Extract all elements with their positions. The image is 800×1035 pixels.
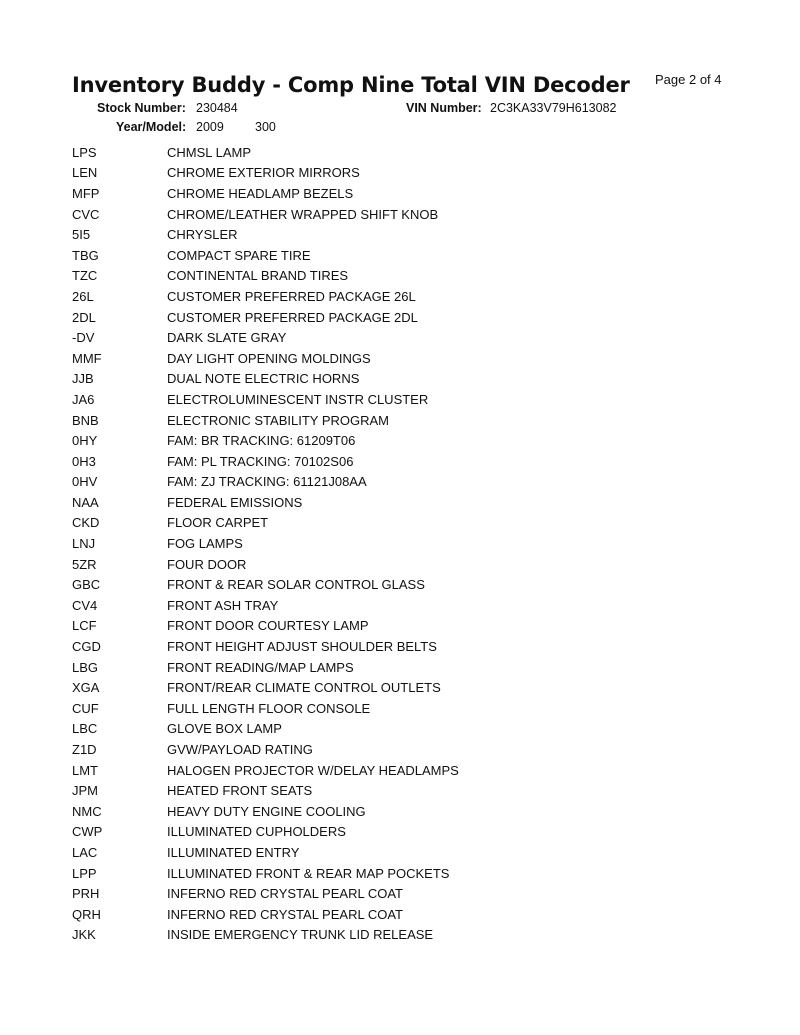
option-description: FRONT DOOR COURTESY LAMP — [167, 618, 369, 634]
option-description: HEATED FRONT SEATS — [167, 783, 313, 799]
list-item — [72, 286, 632, 307]
list-item — [72, 636, 632, 657]
option-description: ELECTRONIC STABILITY PROGRAM — [167, 412, 390, 428]
option-code: CGD — [72, 639, 101, 655]
option-code: MFP — [72, 185, 100, 201]
option-description: FAM: BR TRACKING: 61209T06 — [167, 433, 356, 449]
list-item — [72, 513, 632, 534]
option-description: INFERNO RED CRYSTAL PEARL COAT — [167, 886, 403, 902]
stock-number-value: 230484 — [196, 101, 238, 115]
list-item — [72, 327, 632, 348]
option-code: -DV — [72, 330, 95, 346]
option-description: GLOVE BOX LAMP — [167, 721, 282, 737]
option-code: CUF — [72, 700, 99, 716]
list-item — [72, 307, 632, 328]
option-code: CWP — [72, 824, 103, 840]
option-description: ILLUMINATED FRONT & REAR MAP POCKETS — [167, 865, 450, 881]
option-code-list — [72, 142, 632, 945]
option-code: LCF — [72, 618, 97, 634]
option-code: LMT — [72, 762, 98, 778]
option-code: JPM — [72, 783, 98, 799]
list-item — [72, 801, 632, 822]
list-item — [72, 863, 632, 884]
list-item — [72, 472, 632, 493]
option-description: COMPACT SPARE TIRE — [167, 247, 311, 263]
option-code: LEN — [72, 165, 98, 181]
option-code: CKD — [72, 515, 100, 531]
option-code: LNJ — [72, 536, 96, 552]
option-description: FRONT/REAR CLIMATE CONTROL OUTLETS — [167, 680, 441, 696]
list-item — [72, 245, 632, 266]
option-description: FOG LAMPS — [167, 536, 243, 552]
list-item — [72, 883, 632, 904]
option-code: JKK — [72, 927, 96, 943]
list-item — [72, 904, 632, 925]
year-value: 2009 — [196, 120, 224, 134]
list-item — [72, 492, 632, 513]
option-description: FRONT ASH TRAY — [167, 597, 279, 613]
option-code: LAC — [72, 844, 98, 860]
option-code: BNB — [72, 412, 99, 428]
list-item — [72, 451, 632, 472]
option-code: GBC — [72, 577, 101, 593]
option-description: FAM: PL TRACKING: 70102S06 — [167, 453, 354, 469]
list-item — [72, 925, 632, 946]
list-item — [72, 266, 632, 287]
list-item — [72, 822, 632, 843]
option-description: HEAVY DUTY ENGINE COOLING — [167, 803, 366, 819]
option-description: CHRYSLER — [167, 227, 238, 243]
option-code: CV4 — [72, 597, 98, 613]
option-description: FAM: ZJ TRACKING: 61121J08AA — [167, 474, 367, 490]
list-item — [72, 142, 632, 163]
option-description: FRONT & REAR SOLAR CONTROL GLASS — [167, 577, 425, 593]
list-item — [72, 677, 632, 698]
year-model-label: Year/Model: — [116, 120, 187, 134]
option-description: FRONT HEIGHT ADJUST SHOULDER BELTS — [167, 639, 437, 655]
option-description: ELECTROLUMINESCENT INSTR CLUSTER — [167, 391, 429, 407]
option-description: ILLUMINATED CUPHOLDERS — [167, 824, 346, 840]
list-item — [72, 574, 632, 595]
option-description: CHROME EXTERIOR MIRRORS — [167, 165, 360, 181]
option-description: DARK SLATE GRAY — [167, 330, 287, 346]
list-item — [72, 595, 632, 616]
option-code: LBG — [72, 659, 99, 675]
option-code: JA6 — [72, 391, 95, 407]
option-description: FEDERAL EMISSIONS — [167, 494, 303, 510]
option-code: XGA — [72, 680, 100, 696]
option-code: Z1D — [72, 742, 97, 758]
option-code: 0HV — [72, 474, 98, 490]
option-description: CHROME/LEATHER WRAPPED SHIFT KNOB — [167, 206, 439, 222]
vin-number-label: VIN Number: — [406, 101, 482, 115]
option-description: INSIDE EMERGENCY TRUNK LID RELEASE — [167, 927, 434, 943]
page-number: Page 2 of 4 — [655, 72, 722, 87]
list-item — [72, 719, 632, 740]
option-description: CUSTOMER PREFERRED PACKAGE 26L — [167, 288, 416, 304]
option-code: 2DL — [72, 309, 96, 325]
option-code: 5ZR — [72, 556, 97, 572]
list-item — [72, 760, 632, 781]
option-description: CONTINENTAL BRAND TIRES — [167, 268, 349, 284]
option-code: TBG — [72, 247, 99, 263]
option-code: NMC — [72, 803, 102, 819]
option-code: LBC — [72, 721, 98, 737]
list-item — [72, 410, 632, 431]
model-value: 300 — [255, 120, 276, 134]
option-code: CVC — [72, 206, 100, 222]
list-item — [72, 224, 632, 245]
option-code: NAA — [72, 494, 99, 510]
list-item — [72, 616, 632, 637]
option-code: MMF — [72, 350, 102, 366]
option-description: FULL LENGTH FLOOR CONSOLE — [167, 700, 371, 716]
option-description: CHROME HEADLAMP BEZELS — [167, 185, 354, 201]
list-item — [72, 389, 632, 410]
option-description: FOUR DOOR — [167, 556, 247, 572]
option-description: DAY LIGHT OPENING MOLDINGS — [167, 350, 371, 366]
option-code: QRH — [72, 906, 101, 922]
option-description: ILLUMINATED ENTRY — [167, 844, 300, 860]
option-description: HALOGEN PROJECTOR W/DELAY HEADLAMPS — [167, 762, 459, 778]
list-item — [72, 780, 632, 801]
list-item — [72, 698, 632, 719]
option-code: TZC — [72, 268, 98, 284]
list-item — [72, 657, 632, 678]
option-description: CHMSL LAMP — [167, 144, 252, 160]
option-description: GVW/PAYLOAD RATING — [167, 742, 313, 758]
list-item — [72, 163, 632, 184]
option-description: INFERNO RED CRYSTAL PEARL COAT — [167, 906, 403, 922]
page-title: Inventory Buddy - Comp Nine Total VIN Decoder — [72, 73, 630, 97]
option-code: LPP — [72, 865, 97, 881]
stock-number-label: Stock Number: — [97, 101, 186, 115]
option-description: DUAL NOTE ELECTRIC HORNS — [167, 371, 360, 387]
list-item — [72, 430, 632, 451]
list-item — [72, 348, 632, 369]
option-code: 5I5 — [72, 227, 91, 243]
vin-number-value: 2C3KA33V79H613082 — [490, 101, 617, 115]
option-code: JJB — [72, 371, 94, 387]
option-code: 0H3 — [72, 453, 96, 469]
list-item — [72, 739, 632, 760]
option-description: CUSTOMER PREFERRED PACKAGE 2DL — [167, 309, 418, 325]
list-item — [72, 554, 632, 575]
option-code: 0HY — [72, 433, 98, 449]
list-item — [72, 842, 632, 863]
option-code: 26L — [72, 288, 94, 304]
list-item — [72, 204, 632, 225]
option-description: FRONT READING/MAP LAMPS — [167, 659, 354, 675]
list-item — [72, 533, 632, 554]
option-code: PRH — [72, 886, 100, 902]
list-item — [72, 369, 632, 390]
list-item — [72, 183, 632, 204]
option-code: LPS — [72, 144, 97, 160]
option-description: FLOOR CARPET — [167, 515, 269, 531]
